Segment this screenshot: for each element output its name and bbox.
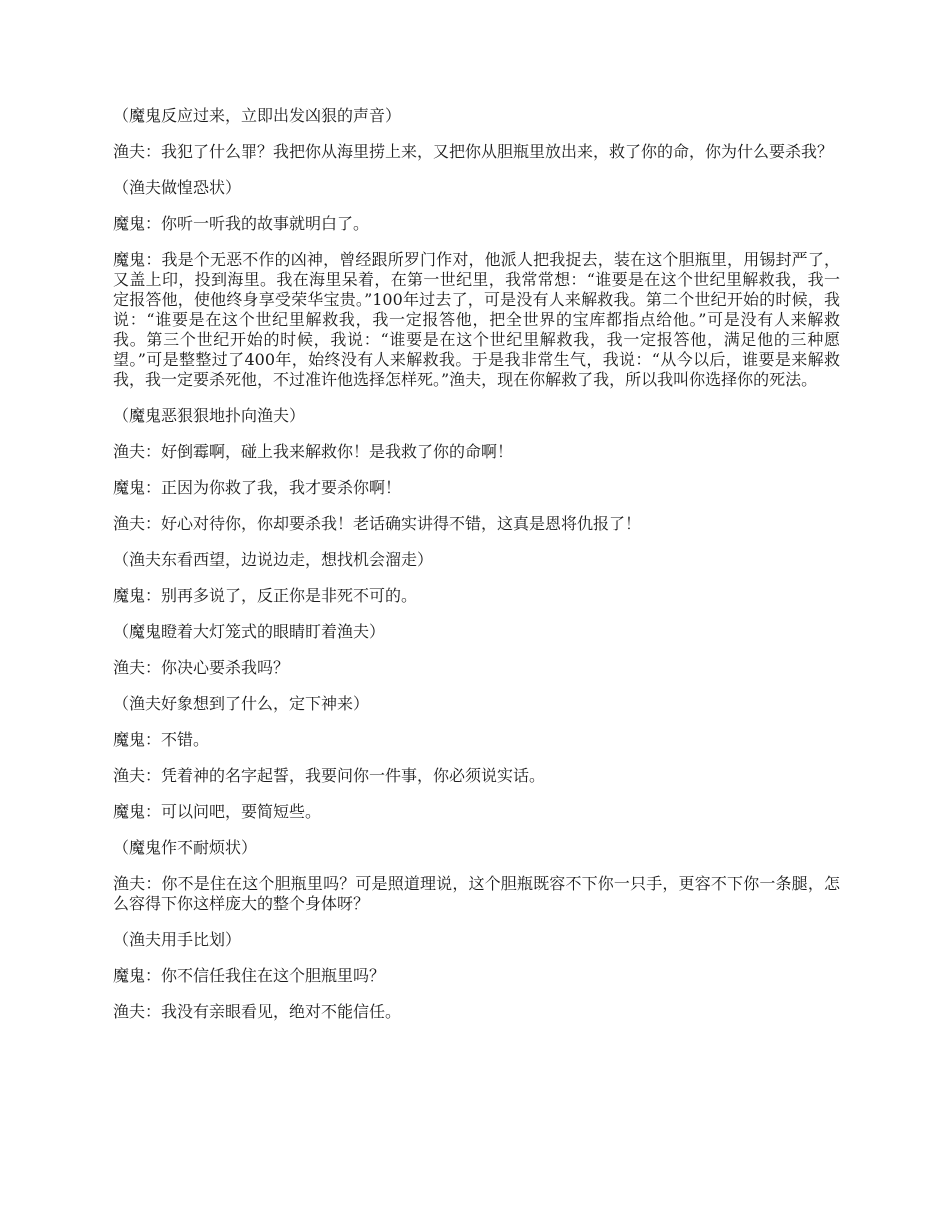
dialogue-line: 渔夫：我没有亲眼看见，绝对不能信任。	[113, 1002, 402, 1021]
dialogue-line: 渔夫：你不是住在这个胆瓶里吗？可是照道理说，这个胆瓶既容不下你一只手，更容不下你一条腿，怎么容得下你这样庞大的整个身体呀？	[113, 874, 840, 913]
stage-direction: （魔鬼作不耐烦状）	[113, 838, 258, 857]
stage-direction: （魔鬼瞪着大灯笼式的眼睛盯着渔夫）	[113, 622, 386, 641]
dialogue-line: 魔鬼：你听一听我的故事就明白了。	[113, 214, 370, 233]
dialogue-line: 渔夫：我犯了什么罪？我把你从海里捞上来，又把你从胆瓶里放出来，救了你的命，你为什么要杀我？	[113, 142, 834, 161]
document-page	[113, 106, 840, 1038]
stage-direction: （渔夫做惶恐状）	[113, 178, 242, 197]
dialogue-line: 魔鬼：别再多说了，反正你是非死不可的。	[113, 586, 418, 605]
dialogue-line: 魔鬼：不错。	[113, 730, 210, 749]
dialogue-line: 渔夫：好倒霉啊，碰上我来解救你！是我救了你的命啊！	[113, 442, 514, 461]
stage-direction: （魔鬼反应过来，立即出发凶狠的声音）	[113, 106, 402, 125]
stage-direction: （渔夫东看西望，边说边走，想找机会溜走）	[113, 550, 434, 569]
stage-direction: （魔鬼恶狠狠地扑向渔夫）	[113, 406, 306, 425]
dialogue-line: 魔鬼：我是个无恶不作的凶神，曾经跟所罗门作对，他派人把我捉去，装在这个胆瓶里，用锡封严了，又盖上印，投到海里。我在海里呆着，在第一世纪里，我常常想：“谁要是在这个世纪里解救我，我一定报答他，使他终身享受荣华宝贵。”100年过去了，可是没有人来解救我。第二个世纪开始的时候，我说：“谁要是在这个世纪里解救我，我一定报答他，把全世界的宝库都指点给他。”可是没有人来解救我。第三个世纪开始的时候，我说：“谁要是在这个世纪里解救我，我一定报答他，满足他的三种愿望。”可是整整过了400年，始终没有人来解救我。于是我非常生气，我说：“从今以后，谁要是来解救我，我一定要杀死他，不过准许他选择怎样死。”渔夫，现在你解救了我，所以我叫你选择你的死法。	[113, 250, 840, 389]
dialogue-line: 魔鬼：可以问吧，要简短些。	[113, 802, 322, 821]
dialogue-line: 渔夫：凭着神的名字起誓，我要问你一件事，你必须说实话。	[113, 766, 546, 785]
dialogue-line: 魔鬼：你不信任我住在这个胆瓶里吗？	[113, 966, 386, 985]
stage-direction: （渔夫用手比划）	[113, 930, 242, 949]
dialogue-line: 渔夫：你决心要杀我吗？	[113, 658, 290, 677]
dialogue-line: 渔夫：好心对待你，你却要杀我！老话确实讲得不错，这真是恩将仇报了！	[113, 514, 642, 533]
dialogue-line: 魔鬼：正因为你救了我，我才要杀你啊！	[113, 478, 402, 497]
stage-direction: （渔夫好象想到了什么，定下神来）	[113, 694, 370, 713]
